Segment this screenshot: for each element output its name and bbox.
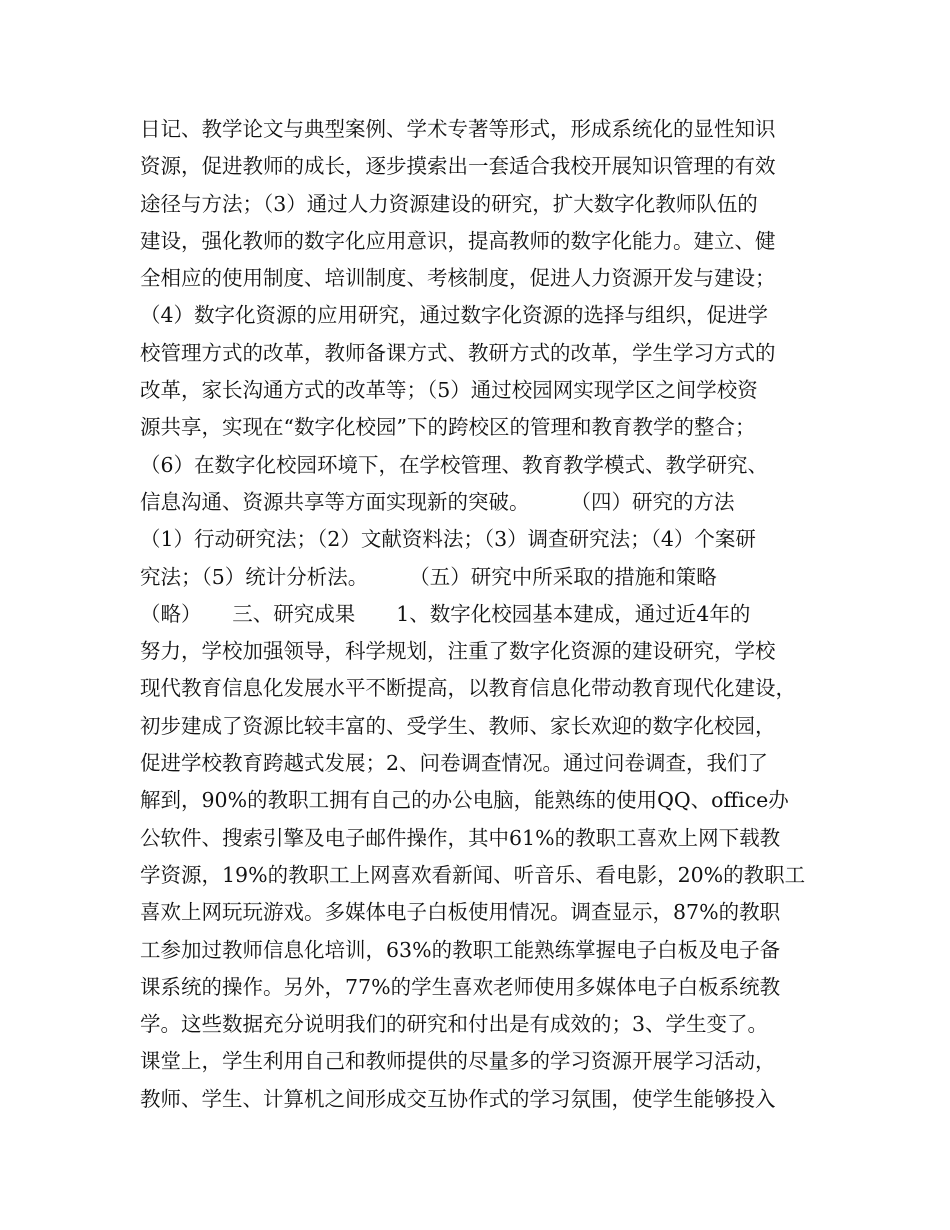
- text-line: 初步建成了资源比较丰富的、受学生、教师、家长欢迎的数字化校园，: [140, 713, 776, 738]
- text-line: 教师、学生、计算机之间形成交互协作式的学习氛围，使学生能够投入: [140, 1086, 776, 1111]
- text-line: 途径与方法；（3）通过人力资源建设的研究，扩大数字化教师队伍的: [140, 191, 758, 216]
- text-line: 日记、教学论文与典型案例、学术专著等形式，形成系统化的显性知识: [140, 117, 776, 141]
- text-line: 全相应的使用制度、培训制度、考核制度，促进人力资源开发与建设；: [140, 266, 776, 291]
- text-line: 究法；（5）统计分析法。 （五）研究中所采取的措施和策略: [140, 564, 717, 589]
- text-line: 解到，90%的教职工拥有自己的办公电脑，能熟练的使用QQ、office办: [140, 788, 789, 813]
- text-line: 促进学校教育跨越式发展；2、问卷调查情况。通过问卷调查，我们了: [140, 751, 769, 776]
- text-line: 现代教育信息化发展水平不断提高，以教育信息化带动教育现代化建设，: [140, 676, 796, 701]
- body-text: [140, 111, 830, 1118]
- text-line: 喜欢上网玩玩游戏。多媒体电子白板使用情况。调查显示，87%的教职: [140, 900, 781, 925]
- text-line: 学资源，19%的教职工上网喜欢看新闻、听音乐、看电影，20%的教职工: [140, 862, 806, 887]
- text-line: 资源，促进教师的成长，逐步摸索出一套适合我校开展知识管理的有效: [140, 154, 776, 179]
- text-line: （6）在数字化校园环境下，在学校管理、教育教学模式、教学研究、: [140, 452, 769, 477]
- text-line: 学。这些数据充分说明我们的研究和付出是有成效的；3、学生变了。: [140, 1012, 769, 1037]
- text-line: 信息沟通、资源共享等方面实现新的突破。 （四）研究的方法: [140, 489, 735, 514]
- text-line: 努力，学校加强领导，科学规划，注重了数字化资源的建设研究，学校: [140, 639, 776, 664]
- text-line: （4）数字化资源的应用研究，通过数字化资源的选择与组织，促进学: [140, 303, 769, 328]
- text-line: （1）行动研究法；（2）文献资料法；（3）调查研究法；（4）个案研: [140, 527, 756, 552]
- text-line: 课系统的操作。另外，77%的学生喜欢老师使用多媒体电子白板系统教: [140, 974, 781, 999]
- text-line: 课堂上，学生利用自己和教师提供的尽量多的学习资源开展学习活动，: [140, 1049, 776, 1074]
- text-line: 改革，家长沟通方式的改革等；（5）通过校园网实现学区之间学校资: [140, 378, 758, 403]
- text-line: 公软件、搜索引擎及电子邮件操作，其中61%的教职工喜欢上网下载教: [140, 825, 781, 850]
- text-line: 工参加过教师信息化培训，63%的教职工能熟练掌握电子白板及电子备: [140, 937, 781, 962]
- text-line: （略） 三、研究成果 1、数字化校园基本建成，通过近4年的: [140, 601, 751, 626]
- text-line: 校管理方式的改革，教师备课方式、教研方式的改革，学生学习方式的: [140, 340, 776, 365]
- text-line: 建设，强化教师的数字化应用意识，提高教师的数字化能力。建立、健: [140, 228, 776, 253]
- text-line: 源共享，实现在“数字化校园”下的跨校区的管理和教育教学的整合；: [140, 415, 756, 440]
